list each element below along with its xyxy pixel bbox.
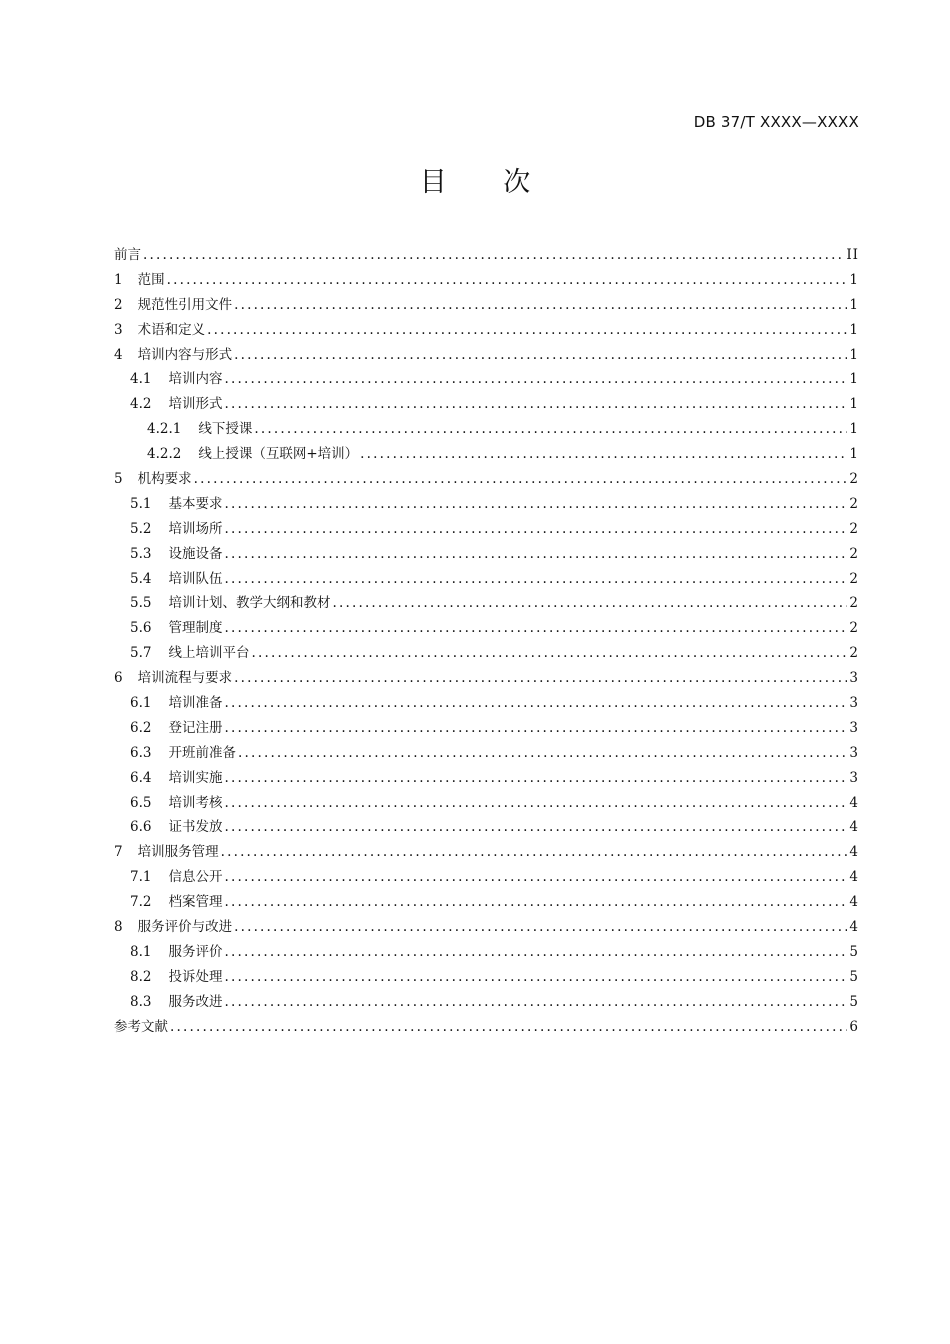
toc-entry[interactable] [114,865,859,890]
toc-entry[interactable] [114,1015,859,1040]
toc-entry-label: 档案管理 [168,894,223,911]
toc-entry-page-number: 2 [849,645,859,662]
toc-dot-leader [224,894,847,910]
toc-entry-label: 术语和定义 [137,321,206,338]
toc-entry-label: 参考文献 [114,1018,168,1035]
toc-entry[interactable] [114,243,859,268]
toc-entry-label: 信息公开 [168,869,223,886]
toc-entry[interactable] [114,641,859,666]
toc-entry-number: 6.6 [130,819,152,836]
toc-entry-number: 6 [114,670,123,687]
toc-dot-leader [224,819,847,835]
toc-entry-page-number: 2 [849,471,859,488]
toc-entry[interactable] [114,741,859,766]
toc-entry-page-number: 1 [849,321,859,338]
toc-entry-page-number: 4 [849,894,859,911]
toc-dot-leader [254,421,847,437]
toc-entry-number: 1 [114,271,123,288]
toc-dot-leader [234,347,847,363]
toc-entry-label: 线下授课 [198,421,253,438]
toc-entry-number: 5.7 [130,645,152,662]
toc-entry[interactable] [114,367,859,392]
toc-dot-leader [224,944,847,960]
toc-entry-page-number: 3 [849,744,859,761]
toc-dot-leader [224,371,847,387]
toc-entry-page-number: 3 [849,670,859,687]
toc-entry-number: 7.2 [130,894,152,911]
toc-entry-number: 6.2 [130,719,152,736]
toc-entry-label: 规范性引用文件 [137,296,233,313]
toc-entry[interactable] [114,417,859,442]
toc-entry-label: 培训考核 [168,794,223,811]
toc-entry[interactable] [114,766,859,791]
toc-dot-leader [194,471,848,487]
toc-dot-leader [167,272,848,288]
toc-entry-label: 机构要求 [137,471,192,488]
toc-entry-page-number: 1 [849,296,859,313]
toc-entry-number: 4.2 [130,396,152,413]
toc-entry-number: 7.1 [130,869,152,886]
toc-entry-number: 4.2.2 [147,446,182,463]
toc-entry-number: 4.2.1 [147,421,182,438]
toc-entry-page-number: 2 [849,595,859,612]
toc-dot-leader [224,521,847,537]
toc-entry-page-number: 2 [849,570,859,587]
toc-entry-label: 培训内容与形式 [137,346,233,363]
toc-entry-label: 培训内容 [168,371,223,388]
toc-entry-page-number: 1 [849,396,859,413]
toc-entry-number: 6.4 [130,769,152,786]
toc-entry[interactable] [114,666,859,691]
toc-entry-number: 5.2 [130,520,152,537]
toc-dot-leader [224,869,847,885]
toc-entry-number: 8.1 [130,943,152,960]
toc-entry[interactable] [114,716,859,741]
toc-entry[interactable] [114,442,859,467]
toc-entry[interactable] [114,542,859,567]
toc-entry-label: 培训计划、教学大纲和教材 [168,595,331,612]
toc-entry-page-number: 3 [849,769,859,786]
toc-dot-leader [238,745,847,761]
toc-entry[interactable] [114,318,859,343]
toc-dot-leader [224,720,847,736]
toc-entry-number: 6.5 [130,794,152,811]
toc-dot-leader [224,770,847,786]
toc-dot-leader [224,620,847,636]
toc-dot-leader [332,595,847,611]
toc-entry-number: 6.1 [130,695,152,712]
toc-entry-page-number: 1 [849,346,859,363]
toc-entry-page-number: 3 [849,719,859,736]
toc-entry-number: 5.6 [130,620,152,637]
toc-entry-number: 6.3 [130,744,152,761]
toc-entry-page-number: 4 [849,819,859,836]
toc-entry-page-number: 5 [849,943,859,960]
toc-entry-page-number: 2 [849,495,859,512]
toc-entry[interactable] [114,492,859,517]
toc-entry-page-number: 1 [849,446,859,463]
toc-entry-label: 服务评价与改进 [137,919,233,936]
toc-entry[interactable] [114,268,859,293]
toc-entry-label: 培训服务管理 [137,844,219,861]
toc-entry-number: 8 [114,919,123,936]
toc-entry[interactable] [114,840,859,865]
toc-dot-leader [251,645,847,661]
toc-entry[interactable] [114,343,859,368]
toc-entry-number: 8.2 [130,968,152,985]
toc-entry-label: 服务评价 [168,943,223,960]
toc-entry[interactable] [114,890,859,915]
toc-entry-page-number: 1 [849,421,859,438]
toc-entry-page-number: 4 [849,844,859,861]
toc-entry[interactable] [114,392,859,417]
toc-entry-page-number: 2 [849,620,859,637]
toc-entry-label: 范围 [137,271,165,288]
toc-entry-number: 5.3 [130,545,152,562]
toc-title: 目 次 [419,167,555,198]
toc-entry-page-number: 2 [849,545,859,562]
toc-dot-leader [224,994,847,1010]
toc-entry-label: 管理制度 [168,620,223,637]
toc-entry[interactable] [114,691,859,716]
toc-entry-number: 3 [114,321,123,338]
toc-entry-label: 登记注册 [168,719,223,736]
toc-entry[interactable] [114,940,859,965]
toc-dot-leader [224,571,847,587]
toc-dot-leader [224,695,847,711]
toc-entry-number: 4 [114,346,123,363]
toc-entry-label: 证书发放 [168,819,223,836]
toc-entry-label: 设施设备 [168,545,223,562]
toc-entry-label: 开班前准备 [168,744,236,761]
toc-entry[interactable] [114,915,859,940]
toc-entry[interactable] [114,965,859,990]
document-code: DB 37/T XXXX—XXXX [693,113,859,131]
toc-dot-leader [234,670,847,686]
toc-entry[interactable] [114,567,859,592]
toc-entry-label: 培训实施 [168,769,223,786]
toc-entry-label: 基本要求 [168,495,223,512]
toc-entry-label: 线上授课（互联网+培训） [198,446,359,463]
toc-entry-label: 培训流程与要求 [137,670,233,687]
table-of-contents [114,243,859,1040]
toc-dot-leader [234,297,847,313]
toc-entry-label: 线上培训平台 [168,645,250,662]
toc-entry-label: 服务改进 [168,993,223,1010]
toc-dot-leader [170,1019,847,1035]
toc-entry-page-number: 6 [849,1018,859,1035]
toc-entry-label: 培训队伍 [168,570,223,587]
toc-entry-number: 7 [114,844,123,861]
toc-dot-leader [224,795,847,811]
toc-entry-number: 5.4 [130,570,152,587]
toc-entry[interactable] [114,591,859,616]
toc-dot-leader [221,844,848,860]
toc-entry-page-number: 4 [849,919,859,936]
toc-dot-leader [224,969,847,985]
toc-entry-number: 2 [114,296,123,313]
toc-entry[interactable] [114,616,859,641]
toc-dot-leader [224,546,847,562]
toc-dot-leader [224,496,847,512]
toc-entry-page-number: 1 [849,371,859,388]
toc-dot-leader [224,396,847,412]
toc-entry-number: 4.1 [130,371,152,388]
toc-dot-leader [143,247,844,263]
toc-entry-page-number: 4 [849,794,859,811]
toc-entry[interactable] [114,517,859,542]
toc-entry[interactable] [114,791,859,816]
toc-entry-page-number: 3 [849,695,859,712]
toc-entry-page-number: 4 [849,869,859,886]
toc-entry-number: 5 [114,471,123,488]
toc-dot-leader [207,322,847,338]
toc-entry-number: 5.5 [130,595,152,612]
toc-entry[interactable] [114,815,859,840]
toc-entry-page-number: 5 [849,968,859,985]
toc-dot-leader [234,919,847,935]
toc-entry-page-number: 5 [849,993,859,1010]
toc-entry-number: 8.3 [130,993,152,1010]
toc-entry-page-number: II [846,247,859,263]
toc-entry[interactable] [114,293,859,318]
toc-entry[interactable] [114,467,859,492]
toc-entry-page-number: 1 [849,271,859,288]
toc-entry-label: 投诉处理 [168,968,223,985]
toc-entry[interactable] [114,990,859,1015]
toc-entry-label: 前言 [114,247,141,263]
toc-entry-label: 培训形式 [168,396,223,413]
toc-entry-number: 5.1 [130,495,152,512]
toc-dot-leader [360,446,847,462]
toc-entry-label: 培训准备 [168,695,223,712]
toc-entry-page-number: 2 [849,520,859,537]
toc-entry-label: 培训场所 [168,520,223,537]
